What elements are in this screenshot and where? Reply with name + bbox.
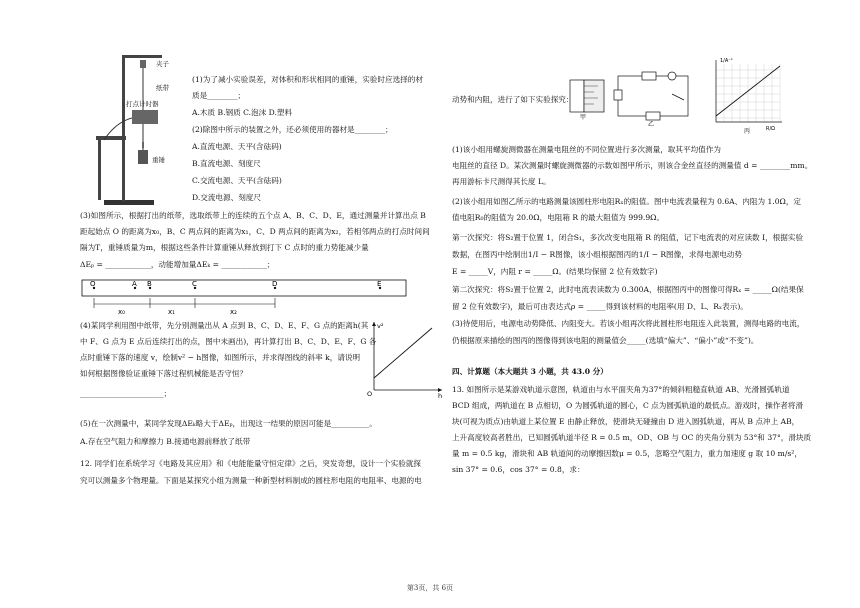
tape-label-b: B — [147, 280, 152, 288]
q3-line-4: ΔEₚ = ____________，动能增加量ΔEₖ = ____________； — [80, 260, 275, 269]
tape-label-a: A — [132, 280, 137, 288]
q12-line-1: 12. 同学们在系统学习《电路及其应用》和《电能能量守恒定律》之后，突发奇想，设计一个实验就探 — [80, 459, 422, 468]
label-yi: 乙 — [648, 121, 655, 126]
label-tape: 纸带 — [156, 84, 169, 92]
tape-label-c: C — [192, 280, 197, 288]
p1-line-3: 再用游标卡尺测得其长度 L。 — [452, 177, 551, 186]
graph-y-unit: 1/A⁻¹ — [720, 58, 733, 64]
p5-line-2: 仍根据原来描绘的图丙的图像得到该电阻的测量值会_____(选填“偏大”、“偏小”或“不变”)。 — [452, 336, 759, 345]
q2-option-d: D.交流电源、刻度尺 — [192, 193, 261, 202]
q2-stem: (2)除图中所示的装置之外，还必须使用的器材是________； — [192, 125, 393, 134]
q12-line-2: 究可以测量多个物理量。下面是某探究小组为测量一种新型材料制成的圆柱形电阻的电阻率、电源的电 — [80, 476, 422, 485]
graph-grid — [716, 64, 780, 122]
tape-dim-x2: x₂ — [230, 308, 237, 316]
p4-line-2: 留 2 位有效数字)，最后可由表达式ρ = _____得到该材料的电阻率(用 D、L、Rₓ表示)。 — [452, 302, 748, 311]
q2-option-a: A.直流电源、天平(含砝码) — [192, 142, 282, 151]
right-intro: 动势和内阻，进行了如下实验探究： — [452, 95, 574, 104]
p3-line-2: 数据，在图丙中绘制出1/I − R图像，该小组根据图丙的1/I − R图像，求得电源电动势 — [452, 250, 742, 259]
q4-line-5: ______________________； — [80, 389, 172, 398]
graph-x-unit: R/Ω — [766, 126, 775, 132]
q5-line-2: A.存在空气阻力和摩擦力 B.接通电源前释放了纸带 — [80, 437, 251, 446]
q1-options: A.木质 B.钢质 C.泡沫 D.塑料 — [192, 108, 293, 117]
q3-line-2: 距起始点 O 的距离为x₀，B、C 两点间的距离为x₁，C、D 两点间的距离为x₂，若相邻两点的打点时间间 — [80, 227, 430, 236]
q2-option-c: C.交流电源、天平(含砝码) — [192, 176, 282, 185]
q2-option-b: B.直流电源、刻度尺 — [192, 159, 261, 168]
q1-stem-2: 质是________； — [192, 91, 246, 100]
graph-origin: O — [367, 390, 373, 398]
q13-line-6: sin 37° = 0.6，cos 37° = 0.8，求： — [452, 465, 585, 474]
q13-line-4: 上升高度较高者胜出，已知圆弧轨道半径 R = 0.5 m，OD、OB 与 OC 的夹角分别为 53°和 37°，滑块质 — [452, 433, 812, 442]
q4-line-2: 中 F、G 点为 E 点后连续打出的点，图中未画出)，再计算打出 B、C、D、E、F、G 各 — [80, 337, 377, 346]
p1-line-1: (1)该小组用螺旋测微器在测量电阻丝的不同位置进行多次测量，取其平均值作为 — [452, 145, 721, 154]
q3-line-1: (3)如图所示，根据打出的纸带，选取纸带上的连续的五个点 A、B、C、D、E，通过测量并计算出点 B — [80, 211, 426, 220]
tape-label-e: E — [377, 280, 382, 288]
p2-line-1: (2)该小组用如图乙所示的电路测量该圆柱形电阻Rₓ的阻值。图中电流表量程为 0.6A、内阻为 1.0Ω，定 — [452, 197, 802, 206]
q4-line-3: 点时重锤下落的速度 v，绘制v² − h图像，如图所示，并求得图线的斜率 k，请说明 — [80, 353, 361, 362]
apparatus-figure — [96, 50, 186, 210]
graph-y-label: v² — [377, 322, 384, 330]
v2-h-graph — [366, 318, 446, 398]
paper-tape-figure — [80, 278, 410, 318]
label-weight: 重锤 — [152, 156, 165, 164]
q5-line-1: (5)在一次测量中，某同学发现ΔEₖ略大于ΔEₚ，出现这一结果的原因可能是__________。 — [80, 419, 377, 428]
p3-line-3: E = _____V，内阻 r = _____Ω。(结果均保留 2 位有效数字) — [452, 267, 658, 276]
section-heading: 四、计算题（本大题共 3 小题，共 43.0 分） — [452, 367, 608, 376]
tape-label-o: O — [90, 280, 96, 288]
inverse-current-graph — [700, 56, 786, 134]
q13-line-5: 量 m = 0.5 kg，滑块和 AB 轨道间的动摩擦因数μ = 0.5，忽略空气阻力，重力加速度 g 取 10 m/s²， — [452, 449, 802, 458]
q13-line-1: 13. 如图所示是某游戏轨道示意图，轨道由与水平面夹角为37°的倾斜粗糙直轨道 AB、光滑圆弧轨道 — [452, 385, 790, 394]
label-timer: 打点计时器 — [126, 100, 159, 108]
label-jia: 甲 — [580, 114, 587, 120]
q3-line-3: 隔为T，重锤质量为m，根据这些条件计算重锤从释放到打下 C 点时的重力势能减少量 — [80, 243, 369, 252]
p2-line-2: 值电阻R₀的阻值为 20.0Ω，电阻箱 R 的最大阻值为 999.9Ω。 — [452, 213, 665, 222]
q13-line-2: BCD 组成，两轨道在 B 点相切，O 为圆弧轨道的圆心，C 点为圆弧轨道的最低点。游戏时，操作者将滑 — [452, 401, 804, 410]
tape-dim-x0: x₀ — [118, 308, 125, 316]
q13-line-3: 块(可视为质点)由轨道上某位置 E 由静止释放，使滑块无碰撞由 D 进入圆弧轨道，再从 B 点冲上 AB， — [452, 417, 800, 426]
tape-dim-x1: x₁ — [168, 308, 175, 316]
q1-stem: (1)为了减小实验误差，对体积和形状相同的重锤，实验时应选择的材 — [192, 75, 423, 84]
micrometer-figure — [568, 76, 608, 120]
p5-line-1: (3)待使用后，电源电动势降低、内阻变大。若该小组再次将此圆柱形电阻连入此装置，测得电路的电流， — [452, 319, 805, 328]
q4-line-4: 如何根据图像验证重锤下落过程机械能是否守恒？ — [80, 369, 248, 378]
label-clip: 夹子 — [156, 60, 169, 68]
page-footer: 第3页，共 6页 — [406, 584, 454, 592]
graph-x-label: h — [438, 392, 443, 398]
circuit-figure — [612, 70, 694, 126]
q4-line-1: (4)某同学利用图中纸带，先分别测量出从 A 点到 B、C、D、E、F、G 点的距离h(其 — [80, 321, 369, 330]
p3-line-1: 第一次探究：将S₂置于位置 1，闭合S₁，多次改变电阻箱 R 的阻值，记下电流表的对应读数 I，根据实验 — [452, 233, 804, 242]
p1-line-2: 电阻丝的直径 D。某次测量时螺旋测微器的示数如图甲所示，则该合金丝直径的测量值 d = ________mm。 — [452, 161, 813, 170]
tape-label-d: D — [272, 280, 278, 288]
p4-line-1: 第二次探究：将S₂置于位置 2，此时电流表读数为 0.300A，根据图丙中的图像可得Rₓ = _____Ω(结果保 — [452, 285, 804, 294]
label-bing: 丙 — [744, 128, 751, 134]
